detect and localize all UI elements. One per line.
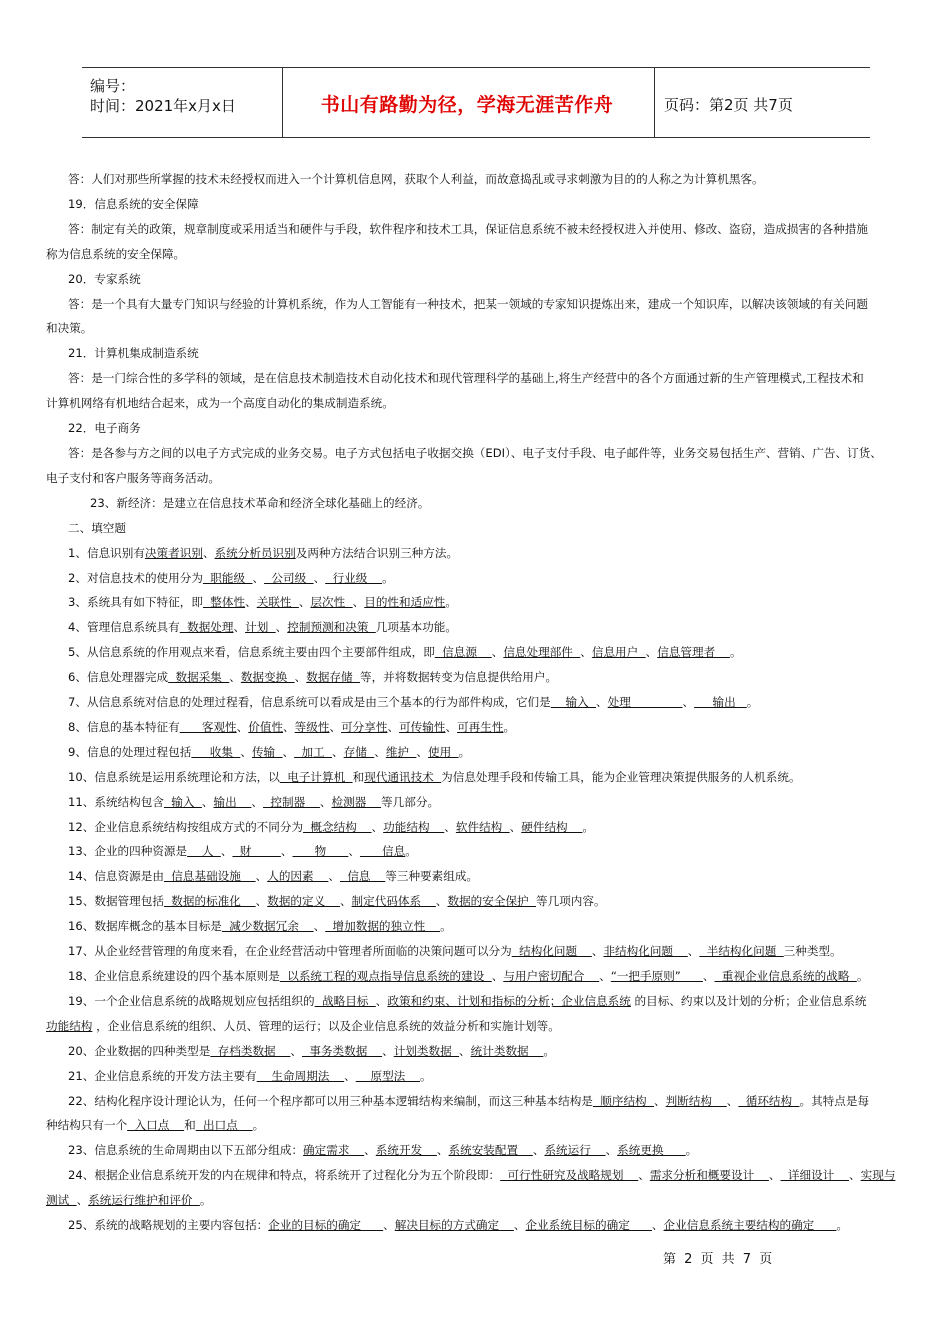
answer-blank: 实现与 (860, 1168, 896, 1183)
answer-blank: 功能结构 (46, 1018, 93, 1033)
text-segment: 、 (236, 719, 249, 734)
text-segment: 、 (201, 794, 214, 809)
answer-blank: 概念结构 (303, 819, 372, 834)
text-segment: 、 (375, 993, 388, 1008)
text-segment: 及两种方法结合识别三种方法。 (295, 545, 459, 560)
answer-blank: 控制器 (263, 794, 320, 809)
text-segment: 、 (319, 794, 332, 809)
text-line (46, 1064, 906, 1089)
answer-blank: 信息用户 (591, 645, 646, 660)
text-line (46, 1089, 906, 1114)
answer-blank: 统计类数据 (470, 1043, 544, 1058)
text-line (46, 914, 906, 939)
text-line (46, 167, 906, 192)
text-line (46, 341, 906, 366)
answer-blank: 信息源 (434, 645, 492, 660)
answer-blank: 价值性 (248, 719, 284, 734)
answer-blank: 人的因素 (267, 869, 329, 884)
answer-blank: 非结构化问题 (603, 944, 688, 959)
answer-blank: 传输 (251, 744, 283, 759)
answer-blank: 以系统工程的观点指导信息系统的建设 (279, 969, 492, 983)
text-segment: 、 (255, 869, 268, 884)
text-segment: 为信息处理手段和传输工具，能为企业管理决策提供服务的人机系统。 (441, 769, 801, 784)
answer-blank: 增加数据的独立性 (325, 919, 441, 934)
answer-blank: 信息管理者 (657, 645, 730, 660)
text-segment: 二、填空题 (68, 520, 126, 535)
text-line (46, 1014, 906, 1039)
answer-blank: 数据变换 (240, 670, 295, 685)
answer-blank: 数据处理 (179, 620, 234, 635)
text-segment: 、 (290, 1043, 302, 1058)
text-segment: 、 (651, 1218, 664, 1233)
text-line (46, 1163, 906, 1188)
text-segment: 答：人们对那些所掌握的技术未经授权而进入一个计算机信息网，获取个人利益，而故意捣乱或寻求刺激为目的的人称之为计算机黑客。 (68, 172, 764, 186)
text-segment: 、 (596, 695, 608, 710)
answer-blank: 企业系统目标的确定 (525, 1218, 652, 1233)
text-segment: 15、数据管理包括 (68, 894, 164, 909)
answer-blank: 系统运行维护和评价 (88, 1193, 200, 1208)
text-line (46, 416, 906, 441)
text-segment: 19、一个企业信息系统的战略规划应包括组织的 (68, 993, 315, 1008)
text-segment: 、 (491, 969, 504, 983)
text-segment: 。 (503, 719, 516, 734)
answer-blank: 循环结构 (738, 1093, 800, 1108)
answer-blank: 生命周期法 (256, 1068, 345, 1083)
text-segment: 。 (729, 645, 742, 660)
answer-blank: 需求分析和概要设计 (649, 1168, 769, 1183)
text-segment: 答：制定有关的政策，规章制度或采用适当和硬件与手段，软件程序和技术工具，保证信息系统不被未经授权进入并使用、修改、盗窃，造成损害的各种措施 (68, 221, 868, 236)
text-line (46, 640, 906, 665)
text-segment: 、 (645, 645, 658, 660)
text-segment: 几项基本功能。 (375, 620, 457, 635)
answer-blank: 输出 (213, 794, 252, 809)
answer-blank: 顺序结构 (592, 1093, 655, 1108)
text-line (46, 665, 906, 690)
answer-blank: 数据的标准化 (163, 894, 256, 909)
text-segment: 19．信息系统的安全保障 (68, 196, 199, 211)
text-line (46, 316, 906, 341)
text-segment: 。 (382, 570, 394, 585)
serial-number-label: 编号： (90, 77, 136, 95)
text-segment: 、 (298, 595, 311, 610)
text-line (46, 491, 906, 516)
text-segment: 。 (746, 695, 759, 710)
text-segment: 、 (332, 744, 344, 759)
text-line (46, 989, 906, 1014)
text-segment: 、 (280, 844, 293, 859)
answer-blank: 使用 (428, 744, 459, 759)
text-segment: 电子支付和客户服务等商务活动。 (46, 470, 220, 485)
text-line (46, 391, 906, 416)
text-segment: 、 (202, 545, 215, 560)
text-line (46, 466, 906, 491)
text-segment: 、 (383, 1218, 395, 1233)
text-segment: 7、从信息系统对信息的处理过程看，信息系统可以看成是由三个基本的行为部件构成，它们是 (68, 695, 551, 710)
text-segment: 、 (76, 1193, 89, 1208)
text-line (46, 566, 906, 591)
text-segment: 、 (275, 620, 288, 635)
answer-blank: 可行性研究及战略规划 (500, 1168, 639, 1183)
text-segment: 、 (387, 719, 400, 734)
text-segment: 、 (283, 719, 295, 734)
text-segment: 、 (294, 670, 307, 685)
answer-blank: 出口点 (195, 1118, 253, 1133)
answer-blank: 人 (187, 844, 221, 859)
text-segment: 10、信息系统是运用系统理论和方法，以 (68, 769, 280, 784)
text-segment: 答：是一个具有大量专门知识与经验的计算机系统，作为人工智能有一种技术，把某一领域的专家知识提炼出来，建成一个知识库，以解决该领域的有关问题 (68, 296, 868, 311)
answer-blank: 等级性 (294, 719, 330, 734)
text-segment: 。 (252, 1118, 265, 1133)
answer-blank: 检测器 (331, 794, 382, 809)
answer-blank: 客观性 (179, 719, 237, 734)
text-segment: 。 (836, 1218, 848, 1233)
text-segment: 。其特点是每 (799, 1093, 870, 1108)
text-line (46, 864, 906, 889)
answer-blank: 可分享性 (341, 719, 388, 734)
text-segment: 、 (251, 794, 264, 809)
text-segment: 、 (702, 969, 715, 983)
text-segment: 等，并将数据转变为信息提供给用户。 (359, 670, 558, 685)
text-segment: 、 (329, 719, 342, 734)
answer-blank: 可再生性 (457, 719, 504, 734)
text-segment: 、 (282, 744, 295, 759)
text-segment: 。 (582, 819, 594, 834)
text-segment: 。 (405, 844, 417, 859)
answer-blank: 企业信息系统主要结构的确定 (663, 1218, 837, 1233)
text-segment: 和 (352, 769, 365, 784)
answer-blank: 输入 (163, 794, 202, 809)
date-label: 时间：2021年x月x日 (90, 97, 236, 115)
answer-blank: 数据采集 (168, 670, 230, 685)
answer-blank: 存储 (343, 744, 375, 759)
answer-blank: 计划 (245, 620, 276, 635)
answer-blank: 计划类数据 (393, 1043, 460, 1058)
text-line (46, 1138, 906, 1163)
text-segment: 、 (313, 919, 326, 934)
text-segment: 、 (339, 894, 352, 909)
text-line (46, 267, 906, 292)
text-segment: 5、从信息系统的作用观点来看，信息系统主要由四个主要部件组成，即 (68, 645, 435, 660)
text-segment: 、 (328, 869, 340, 884)
answer-blank: 输出 (694, 695, 747, 710)
text-segment: 。 (856, 969, 869, 983)
answer-blank: 原型法 (355, 1068, 420, 1083)
text-segment: 、 (435, 894, 448, 909)
answer-blank: 处理 (607, 695, 683, 710)
text-segment: 、 (605, 1143, 618, 1158)
answer-blank: 判断结构 (665, 1093, 727, 1108)
text-line (46, 740, 906, 765)
text-segment: 等三种要素组成。 (385, 869, 479, 884)
text-segment: 22、结构化程序设计理论认为，任何一个程序都可以用三种基本逻辑结构来编制，而这三种基本结构是 (68, 1093, 593, 1108)
text-segment: 、 (513, 1218, 526, 1233)
answer-blank: 数据的定义 (267, 894, 340, 909)
text-segment: 和 (184, 1118, 196, 1133)
answer-blank: 硬件结构 (521, 819, 583, 834)
text-line (46, 192, 906, 217)
text-segment: 。 (420, 1068, 432, 1083)
text-segment: 24、根据企业信息系统开发的内在规律和特点，将系统开了过程化分为五个阶段即： (68, 1168, 501, 1183)
text-segment: 。 (440, 919, 452, 934)
answer-blank: 数据存储 (306, 670, 360, 685)
text-segment: 、 (371, 819, 384, 834)
answer-blank: 可传输性 (399, 719, 446, 734)
text-segment: 、 (768, 1168, 781, 1183)
header-motto: 书山有路勤为径，学海无涯苦作舟 (320, 94, 614, 116)
text-segment: 。 (458, 744, 471, 759)
answer-blank: 决策者识别 (144, 545, 203, 560)
text-line (46, 242, 906, 267)
answer-blank: 系统运行 (544, 1143, 606, 1158)
text-segment: 等几部分。 (381, 794, 440, 809)
text-line (46, 889, 906, 914)
answer-blank: 公司级 (264, 570, 314, 585)
answer-blank: 财 (232, 844, 281, 859)
answer-blank: 减少数据冗余 (221, 919, 314, 934)
text-segment: 25、系统的战略规划的主要内容包括： (68, 1218, 269, 1233)
answer-blank: 收集 (191, 744, 241, 759)
text-segment: 。 (445, 595, 457, 610)
answer-blank: 详细设计 (780, 1168, 850, 1183)
text-segment: 13、企业的四种资源是 (68, 844, 188, 859)
answer-blank: 数据的安全保护 (447, 894, 536, 909)
text-segment: 、 (245, 595, 257, 610)
page-header (82, 67, 870, 138)
text-segment: 21．计算机集成制造系统 (68, 346, 199, 361)
text-segment: 、 (682, 695, 695, 710)
answer-blank: 结构化问题 (511, 944, 592, 959)
answer-blank: 战略目标 (314, 993, 376, 1008)
text-line (46, 1113, 906, 1138)
answer-blank: 企业的目标的确定 (268, 1218, 384, 1233)
text-segment: 计算机网络有机地结合起来，成为一个高度自动化的集成制造系统。 (46, 396, 394, 411)
text-line (46, 615, 906, 640)
text-segment: 、 (416, 744, 428, 759)
text-segment: 、 (726, 1093, 739, 1108)
text-segment: 8、信息的基本特征有 (68, 719, 180, 734)
header-meta (90, 76, 286, 116)
answer-blank: 存档类数据 (210, 1043, 291, 1058)
text-segment: 20．专家系统 (68, 271, 141, 286)
answer-blank: 制定代码体系 (351, 894, 436, 909)
answer-blank: 关联性 (256, 595, 299, 610)
answer-blank: 物 (292, 844, 349, 859)
text-segment: 、 (445, 719, 458, 734)
text-line (46, 1188, 906, 1213)
text-segment: 、 (252, 570, 265, 585)
answer-blank: 系统更换 (617, 1143, 686, 1158)
answer-blank: 输入 (550, 695, 597, 710)
answer-blank: 功能结构 (383, 819, 445, 834)
text-segment: 20、企业数据的四种类型是 (68, 1043, 211, 1058)
text-segment: 16、数据库概念的基本目标是 (68, 919, 222, 934)
text-line (46, 815, 906, 840)
text-segment: 和决策。 (46, 321, 93, 336)
answer-blank: 职能级 (202, 570, 253, 585)
text-segment: 三种类型。 (783, 944, 842, 959)
text-segment: 、 (599, 969, 611, 983)
text-segment: 21、企业信息系统的开发方法主要有 (68, 1068, 257, 1083)
text-segment: 、 (444, 819, 456, 834)
answer-blank: 系统安装配置 (448, 1143, 533, 1158)
text-segment: 、 (344, 1068, 356, 1083)
text-segment: 3、系统具有如下特征，即 (68, 595, 203, 610)
text-line (46, 217, 906, 242)
text-line (46, 715, 906, 740)
answer-blank: 事务类数据 (302, 1043, 383, 1058)
text-line (46, 590, 906, 615)
text-segment: 、 (352, 595, 365, 610)
text-segment: 1、信息识别有 (68, 545, 145, 560)
text-segment: 、 (638, 1168, 650, 1183)
answer-blank: 系统分析员识别 (214, 545, 296, 560)
text-segment: 2、对信息技术的使用分为 (68, 570, 203, 585)
text-line (46, 765, 906, 790)
text-segment: 、 (491, 645, 504, 660)
text-segment: 、 (240, 744, 252, 759)
text-segment: 23、新经济：是建立在信息技术革命和经济全球化基础上的经济。 (90, 495, 430, 510)
text-segment: 、 (687, 944, 700, 959)
answer-blank: 信息处理部件 (503, 645, 581, 660)
document-body (46, 167, 906, 1238)
answer-blank: 信息 (359, 844, 406, 859)
text-segment: 18、企业信息系统建设的四个基本原则是 (68, 969, 280, 983)
text-line (46, 1213, 906, 1238)
header-page-info: 页码：第2页 共7页 (664, 96, 793, 114)
answer-blank: 确定需求 (303, 1143, 365, 1158)
text-segment: 4、管理信息系统具有 (68, 620, 180, 635)
text-segment: 、 (229, 670, 241, 685)
text-segment: ，企业信息系统的组织、人员、管理的运行；以及企业信息系统的效益分析和实施计划等。 (92, 1018, 560, 1033)
answer-blank: 软件结构 (455, 819, 510, 834)
answer-blank: 入口点 (127, 1118, 185, 1133)
answer-blank: 半结构化问题 (699, 944, 784, 959)
text-segment: 、 (591, 944, 604, 959)
answer-blank: 信息基础设施 (163, 869, 256, 884)
text-segment: 、 (313, 570, 326, 585)
text-line (46, 1039, 906, 1064)
text-segment: 9、信息的处理过程包括 (68, 744, 192, 759)
text-segment: 、 (233, 620, 246, 635)
text-segment: 14、信息资源是由 (68, 869, 164, 884)
text-segment: 、 (849, 1168, 861, 1183)
text-segment: 、 (382, 1043, 394, 1058)
text-segment: 。 (199, 1193, 212, 1208)
header-divider (654, 68, 655, 137)
text-segment: 、 (255, 894, 268, 909)
page-footer: 第 2 页 共 7 页 (663, 1252, 775, 1267)
text-segment: 答：是各参与方之间的以电子方式完成的业务交易。电子方式包括电子收据交换（EDI）、电子支付手段、电子邮件等，业务交易包括生产、营销、广告、订货、 (68, 445, 882, 460)
text-line (46, 516, 906, 541)
text-segment: 、 (580, 645, 592, 660)
answer-blank: 与用户密切配合 (503, 969, 600, 983)
answer-blank: 行业级 (325, 570, 383, 585)
text-segment: 等几项内容。 (536, 894, 606, 909)
text-segment: 。 (543, 1043, 555, 1058)
text-segment: 6、信息处理器完成 (68, 670, 169, 685)
answer-blank: 测试 (46, 1193, 77, 1208)
text-segment: 、 (220, 844, 233, 859)
answer-blank: 整体性 (202, 595, 246, 610)
answer-blank: 目的性和适应性 (364, 595, 446, 610)
text-segment: 、 (364, 1143, 376, 1158)
text-line (46, 839, 906, 864)
text-line (46, 541, 906, 566)
text-line (46, 690, 906, 715)
text-segment: 、 (374, 744, 386, 759)
answer-blank: 信息 (339, 869, 386, 884)
text-segment: 12、企业信息系统结构按组成方式的不同分为 (68, 819, 304, 834)
text-line (46, 939, 906, 964)
text-segment: 23、信息系统的生命周期由以下五部分组成： (68, 1143, 304, 1158)
text-segment: 、 (459, 1043, 471, 1058)
text-line (46, 964, 906, 989)
text-segment: 、 (654, 1093, 666, 1108)
text-segment: 称为信息系统的安全保障。 (46, 246, 186, 261)
answer-blank: 政策和约束、计划和指标的分析；企业信息系统 (387, 993, 631, 1008)
text-segment: 。 (685, 1143, 698, 1158)
answer-blank: “一把手原则” (610, 969, 703, 983)
text-segment: 、 (348, 844, 360, 859)
text-segment: 11、系统结构包含 (68, 794, 164, 809)
text-segment: 种结构只有一个 (46, 1118, 128, 1133)
text-segment: 的目标、约束以及计划的分析；企业信息系统 (630, 993, 867, 1008)
text-segment: 22．电子商务 (68, 421, 141, 436)
answer-blank: 控制预测和决策 (287, 620, 376, 635)
text-segment: 答：是一门综合性的多学科的领域，是在信息技术制造技术自动化技术和现代管理科学的基础上,将生产经营中的各个方面通过新的生产管理模式,工程技术和 (68, 371, 864, 386)
answer-blank: 解决目标的方式确定 (394, 1218, 514, 1233)
text-line (46, 292, 906, 317)
answer-blank: 现代通讯技术 (364, 769, 442, 784)
answer-blank: 系统开发 (375, 1143, 437, 1158)
answer-blank: 维护 (385, 744, 417, 759)
answer-blank: 重视企业信息系统的战略 (714, 969, 857, 983)
text-line (46, 366, 906, 391)
text-segment: 17、从企业经营管理的角度来看，在企业经营活动中管理者所面临的决策问题可以分为 (68, 944, 512, 959)
text-segment: 、 (532, 1143, 545, 1158)
answer-blank: 电子计算机 (279, 769, 353, 784)
answer-blank: 层次性 (310, 595, 353, 610)
text-line (46, 790, 906, 815)
text-line (46, 441, 906, 466)
answer-blank: 加工 (294, 744, 333, 759)
text-segment: 、 (509, 819, 522, 834)
text-segment: 、 (436, 1143, 449, 1158)
